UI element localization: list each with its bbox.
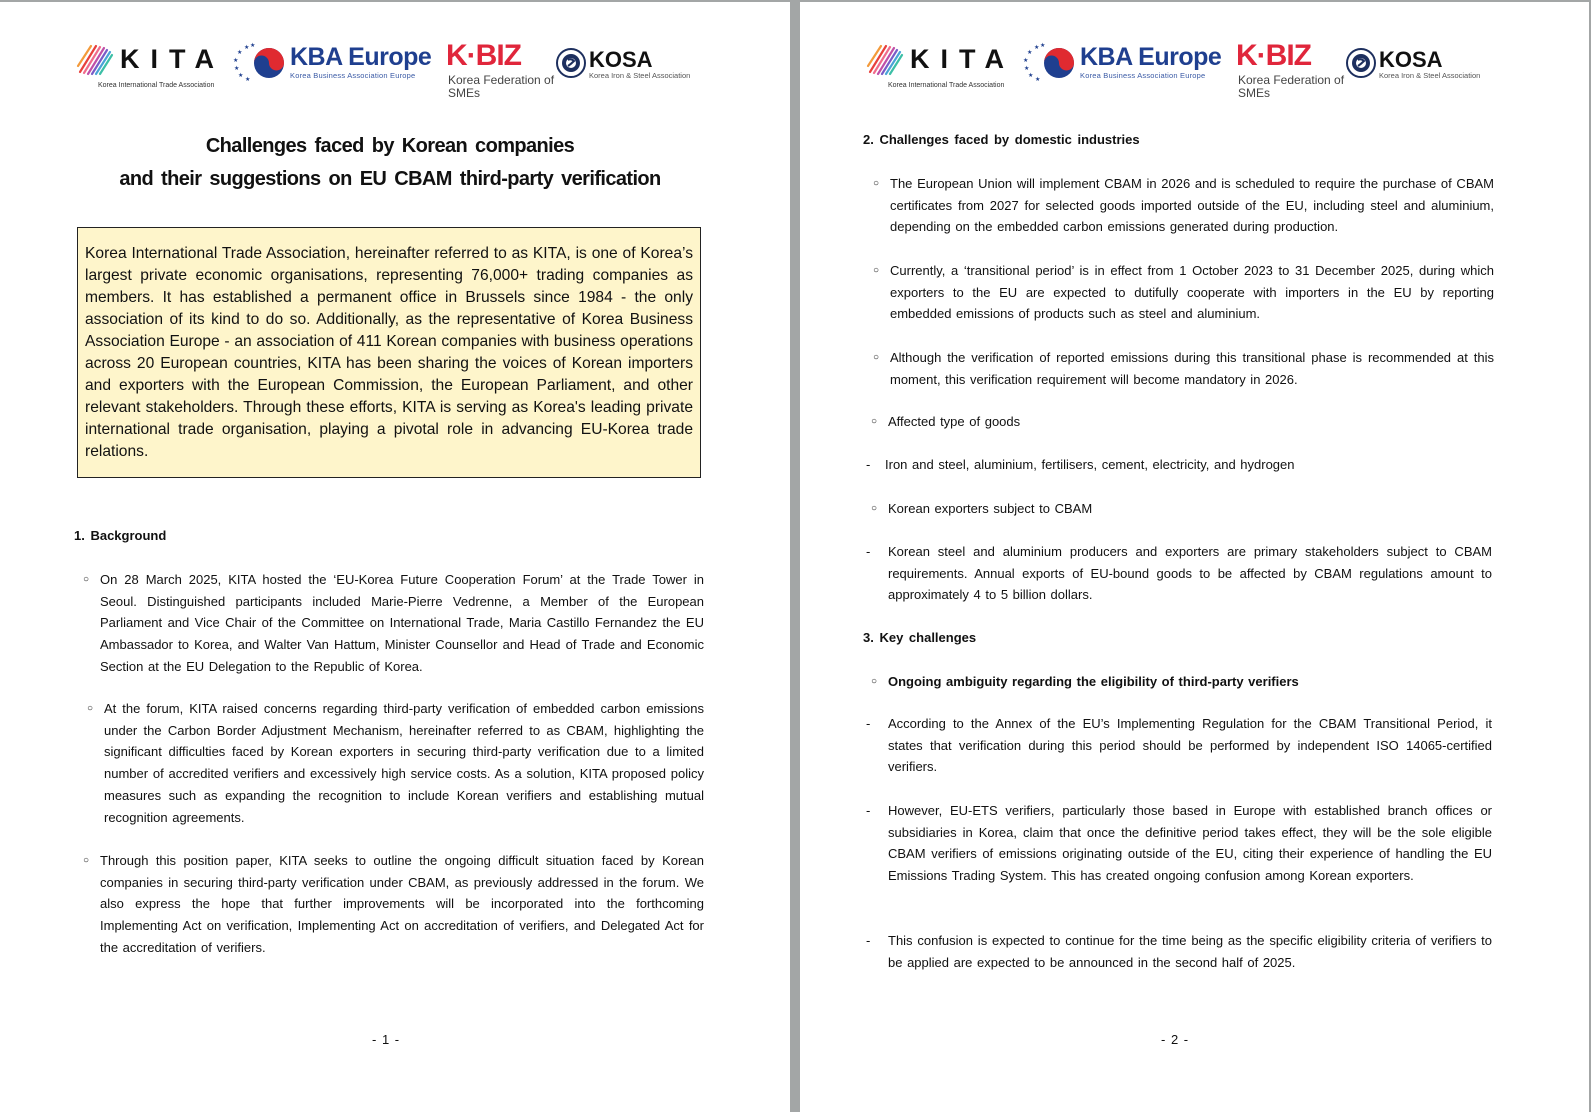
paragraph-text: Through this position paper, KITA seeks to outline the ongoing difficult situation faced by Korean companies in securing third-party verification under CBAM, as previously addressed in the forum. We also express the hope that further improvements will be incorporated into the forthcoming Implementing Act on verification, Implementing Act on accreditation of verifiers, and Delegated Act for the accreditation of verifiers. (100, 853, 704, 955)
dash-bullet-icon: - (866, 933, 871, 948)
section-heading-key-challenges: 3. Key challenges (863, 630, 977, 645)
key-challenge-item-verifier-eligibility (862, 671, 1492, 693)
kita-stripes-icon (76, 42, 114, 76)
dash-bullet-icon: - (866, 716, 871, 731)
paragraph-text: Although the verification of reported emissions during this transitional phase is recommended at this moment, this verification requirement will become mandatory in 2026. (890, 350, 1494, 387)
paragraph-text: Ongoing ambiguity regarding the eligibility of third-party verifiers (888, 674, 1299, 689)
svg-text:★: ★ (1024, 66, 1030, 72)
kbiz-wordmark: K·BIZ (446, 39, 521, 72)
kosa-emblem-icon (1346, 48, 1376, 78)
circle-bullet-icon: ○ (87, 703, 94, 714)
intro-highlight-box: Korea International Trade Association, hereinafter referred to as KITA, is one of Korea’s largest private economic organisations, representing 76,000+ trading companies as members. It has established a permanent office in Brussels since 1984 - the only association of its kind to do so. Additionally, as the representative of Korea Business Association Europe - an association of 411 Korean companies with business operations across 20 European countries, KITA has been sharing the voices of Korean importers and exporters with the European Commission, the European Parliament, and other relevant stakeholders. Through these efforts, KITA is serving as Korea's leading private international trade organisation, playing a pivotal role in advancing EU-Korea trade relations. (77, 227, 701, 478)
paragraph-text: The European Union will implement CBAM in 2026 and is scheduled to require the purchase of CBAM certificates from 2027 for selected goods imported outside of the EU, including steel and aluminium, depending on the embedded carbon emissions generated during production. (890, 176, 1494, 235)
svg-text:★: ★ (237, 50, 243, 56)
paragraph-text: Currently, a ‘transitional period’ is in effect from 1 October 2023 to 31 December 2025, during which exporters to the EU are expected to dutifully cooperate with importers in the EU by reporting embedded emissions of products such as steel and aluminium. (890, 263, 1494, 322)
kba-subtitle: Korea Business Association Europe (1080, 71, 1206, 80)
kosa-emblem-icon (556, 48, 586, 78)
background-paragraph-1 (74, 569, 704, 678)
paragraph-text: On 28 March 2025, KITA hosted the ‘EU-Korea Future Cooperation Forum’ at the Trade Tower in Seoul. Distinguished participants included Marie-Pierre Vedrenne, a Member of the European Parliament and Vice Chair of the Committee on International Trade, Maria Castillo Fernandez the EU Ambassador to Korea, and Walter Van Hattum, Minister Counsellor and Head of Trade and Economic Section at the EU Delegation to the Republic of Korea. (100, 572, 704, 674)
kba-taeguk-stars-icon (1022, 42, 1078, 82)
circle-bullet-icon: ○ (871, 416, 878, 427)
kba-wordmark: KBA Europe (1080, 43, 1222, 71)
svg-text:★: ★ (238, 73, 244, 79)
domestic-item-korean-exporters (862, 498, 1492, 520)
circle-bullet-icon: ○ (873, 178, 880, 189)
dash-bullet-icon: - (866, 544, 871, 559)
svg-text:★: ★ (1028, 73, 1034, 79)
key-challenge-subitem-annex (862, 713, 1492, 778)
circle-bullet-icon: ○ (873, 265, 880, 276)
svg-text:★: ★ (234, 66, 240, 72)
kbiz-subtitle: Korea Federation of SMEs (448, 73, 555, 100)
circle-bullet-icon: ○ (83, 574, 90, 585)
svg-text:★: ★ (1040, 43, 1046, 49)
kita-stripes-icon (866, 42, 904, 76)
kba-wordmark: KBA Europe (290, 43, 432, 71)
key-challenge-subitem-eu-ets (862, 800, 1492, 887)
domestic-item-2 (864, 260, 1494, 325)
section-heading-background: 1. Background (74, 528, 167, 543)
svg-text:★: ★ (233, 58, 239, 64)
kosa-wordmark: KOSA (589, 47, 653, 72)
paragraph-text: Korean steel and aluminium producers and exporters are primary stakeholders subject to CBAM requirements. Annual exports of EU-bound goods to be affected by CBAM regulations amount to approximately 4 to 5 billion dollars. (888, 544, 1492, 603)
kosa-wordmark: KOSA (1379, 47, 1443, 72)
background-paragraph-3 (74, 850, 704, 959)
kita-subtitle: Korea International Trade Association (888, 82, 1005, 89)
domestic-item-3 (864, 347, 1494, 390)
document-page-2 (800, 2, 1589, 1112)
circle-bullet-icon: ○ (871, 503, 878, 514)
svg-text:★: ★ (1034, 45, 1040, 51)
paragraph-text: This confusion is expected to continue for the time being as the specific eligibility criteria of verifiers to be applied are expected to be announced in the second half of 2025. (888, 933, 1492, 970)
paragraph-text: According to the Annex of the EU’s Implementing Regulation for the CBAM Transitional Period, it states that verification during this period should be performed by independent ISO 14065-certified verifiers. (888, 716, 1492, 775)
kita-wordmark: KITA (910, 44, 1015, 74)
dash-bullet-icon: - (866, 457, 871, 472)
kba-subtitle: Korea Business Association Europe (290, 71, 416, 80)
svg-text:★: ★ (244, 45, 250, 51)
title-line-1: Challenges faced by Korean companies (205, 135, 575, 157)
kita-wordmark: KITA (120, 44, 225, 74)
domestic-subitem-goods-list (862, 454, 1492, 476)
svg-text:★: ★ (1023, 58, 1029, 64)
background-paragraph-2 (78, 698, 704, 828)
domestic-item-affected-goods (862, 411, 1492, 433)
paragraph-text: Affected type of goods (888, 414, 1021, 429)
domestic-subitem-exports (862, 541, 1492, 606)
page-number: - 2 - (1161, 1032, 1190, 1047)
svg-text:★: ★ (1035, 77, 1041, 82)
kita-subtitle: Korea International Trade Association (98, 82, 215, 89)
svg-text:★: ★ (250, 43, 256, 49)
page-number: - 1 - (372, 1032, 401, 1047)
key-challenge-subitem-confusion (862, 930, 1492, 973)
circle-bullet-icon: ○ (873, 352, 880, 363)
section-heading-domestic-challenges: 2. Challenges faced by domestic industries (863, 132, 1140, 147)
circle-bullet-icon: ○ (871, 676, 878, 687)
svg-text:★: ★ (245, 77, 251, 82)
kosa-subtitle: Korea Iron & Steel Association (589, 71, 691, 80)
circle-bullet-icon: ○ (83, 855, 90, 866)
paragraph-text: However, EU-ETS verifiers, particularly those based in Europe with established branch offices or subsidiaries in Korea, claim that once the definitive period takes effect, they will be the sole eligible CBAM verifiers of emissions originating outside of the EU, citing their experience of handling the EU Emissions Trading System. This has created ongoing confusion among Korean exporters. (888, 803, 1492, 884)
domestic-item-1 (864, 173, 1494, 238)
paragraph-text: Korean exporters subject to CBAM (888, 501, 1093, 516)
dash-bullet-icon: - (866, 803, 871, 818)
document-title (0, 130, 780, 196)
paragraph-text: Iron and steel, aluminium, fertilisers, cement, electricity, and hydrogen (885, 457, 1295, 472)
kbiz-subtitle: Korea Federation of SMEs (1238, 73, 1345, 100)
kba-taeguk-stars-icon (232, 42, 288, 82)
document-page-1 (0, 2, 790, 1112)
kosa-subtitle: Korea Iron & Steel Association (1379, 71, 1481, 80)
title-line-2: and their suggestions on EU CBAM third-party verification (119, 168, 661, 190)
kbiz-wordmark: K·BIZ (1236, 39, 1311, 72)
paragraph-text: At the forum, KITA raised concerns regarding third-party verification of embedded carbon emissions under the Carbon Border Adjustment Mechanism, hereinafter referred to as CBAM, highlighting the significant difficulties faced by Korean exporters in securing third-party verification due to a limited number of accredited verifiers and excessively high service costs. As a solution, KITA proposed policy measures such as expanding the recognition to include Korean verifiers and establishing mutual recognition agreements. (104, 701, 704, 825)
svg-text:★: ★ (1027, 50, 1033, 56)
